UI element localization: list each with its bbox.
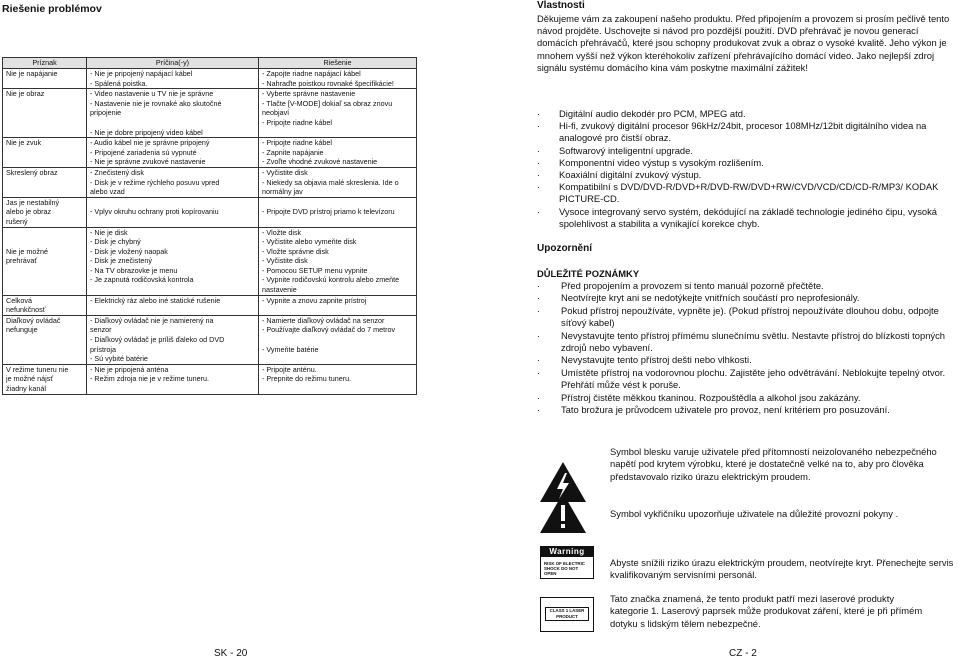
cause-line: - Disk je znečistený: [90, 256, 152, 266]
cause-line: - Diaľkový ovládač je príliš ďaleko od DVD: [90, 335, 225, 345]
symptom-line: Nie je napájanie: [6, 69, 58, 78]
laser-label-text: CLASS 1 LASER PRODUCT: [545, 607, 589, 621]
note-item: [537, 392, 952, 404]
table-row: [3, 227, 417, 295]
cause-line: - Nastavenie nie je rovnaké ako skutočné: [90, 98, 222, 108]
cause-cell: [87, 89, 259, 138]
warning-label-heading: Warning: [541, 547, 593, 557]
header-solution: Riešenie: [259, 58, 417, 69]
solution-cell: [259, 315, 417, 364]
bullet: ·: [537, 304, 541, 316]
solution-line: - Vyčistite disk: [262, 167, 308, 177]
cause-line: alebo vzad: [90, 187, 125, 197]
cause-line: - Spálená poistka.: [90, 78, 148, 88]
table-header-row: [3, 58, 417, 69]
symptom-line: prehrávať: [6, 256, 38, 266]
feature-item: [537, 157, 960, 169]
solution-line: - Pripojte anténu.: [262, 364, 317, 374]
symptom-line: je možné nájsť: [6, 374, 54, 384]
cause-line: - Nie je pripojený napájací kábel: [90, 69, 193, 78]
symptom-line: žiadny kanál: [6, 384, 46, 393]
symptom-line: nefunkčnosť: [6, 305, 46, 315]
cause-cell: [87, 315, 259, 364]
table-row: [3, 89, 417, 138]
feature-item: [537, 169, 960, 181]
note-item: [537, 367, 952, 392]
note-item: [537, 404, 952, 416]
symptom-cell: [3, 295, 87, 315]
feature-item-text: Koaxiální digitální zvukový výstup.: [559, 169, 702, 181]
note-item-text: Umístěte přístroj na vodorovnou plochu. Zajistěte jeho odvětrávání. Neblokujte tepelný otvor. Přehřátí může vést k poruše.: [561, 366, 946, 391]
table-row: [3, 295, 417, 315]
note-item-text: Přístroj čistěte měkkou tkaninou. Rozpouštědla a alkohol jsou zakázány.: [561, 391, 861, 403]
cause-line: - Video nastavenie u TV nie je správne: [90, 89, 214, 99]
cause-cell: [87, 69, 259, 89]
feature-item-text: Vysoce integrovaný servo systém, dekódující na základě technologie jediného čipu, vysoká spolehlivost a stabilita a vynikající korekce chyb.: [559, 205, 937, 229]
solution-cell: [259, 167, 417, 197]
symptom-cell: [3, 364, 87, 394]
cause-line: - Pripojené zariadenia sú vypnuté: [90, 147, 197, 157]
solution-line: - Vložte správne disk: [262, 246, 329, 256]
feature-item: [537, 108, 960, 120]
note-item-text: Nevystavujte tento přístroj dešti nebo vlhkosti.: [561, 354, 752, 366]
table-row: [3, 364, 417, 394]
cause-line: - Nie je disk: [90, 227, 128, 237]
solution-line: - Zvoľte vhodné zvukové nastavenie: [262, 157, 378, 167]
electric-shock-warning-label: [540, 546, 594, 579]
cause-cell: [87, 197, 259, 227]
troubleshooting-title: Riešenie problémov: [2, 3, 102, 15]
symptom-line: nefunguje: [6, 325, 38, 335]
warning-label-body: RISK OF ELECTRIC SHOCK DO NOT OPEN: [544, 561, 585, 576]
bullet: ·: [537, 292, 541, 304]
note-item-text: Před propojením a provozem si tento manuál pozorně přečtěte.: [561, 280, 824, 291]
bullet: ·: [537, 205, 541, 217]
bullet: ·: [537, 329, 541, 341]
solution-line: neobjaví: [262, 108, 290, 118]
laser-symbol-text: Tato značka znamená, že tento produkt patří mezi laserové produkty kategorie 1. Laserový paprsek může produkovat záření, které je při přímém dotyku s lidským tělem nebezpečné.: [610, 593, 923, 629]
feature-item: [537, 181, 960, 205]
note-item: [537, 305, 952, 330]
bullet: ·: [537, 169, 541, 181]
intro-text: Děkujeme vám za zakoupení našeho produktu. Před připojením a provozem si prosím pečlivě tento návod projděte. Uschovejte si návod pro pozdější použití. DVD přehrávač je novou generací domácích přehrávačů, které jsou schopny produkovat zvuk a obraz o vysoké kvalitě. Jeho výkon je mnohem vyšší než výkon kteréhokoliv zařízení přehrávajícího domácí video. Jako nejlepší zdroj signálu systému domácího kina vám poskytne maximální zážitek!: [537, 13, 950, 73]
note-item-text: Neotvírejte kryt ani se nedotýkejte vnitřních součástí pro neprofesionály.: [561, 292, 860, 304]
cause-line: - Elektrický ráz alebo iné statické rušenie: [90, 295, 221, 305]
solution-line: [262, 354, 413, 364]
warning-title: Upozornění: [537, 243, 592, 254]
cause-line: senzor: [90, 325, 112, 335]
cause-line: - Disk je vložený naopak: [90, 246, 168, 256]
notes-list: [537, 280, 952, 416]
solution-line: [262, 335, 413, 345]
bullet: ·: [537, 144, 541, 156]
feature-item-text: Softwarový inteligentní upgrade.: [559, 144, 693, 156]
symptom-line: Diaľkový ovládač: [6, 315, 61, 325]
solution-line: - Pripojte DVD prístroj priamo k televízoru: [262, 207, 395, 217]
solution-line: - Zapnite napájanie: [262, 147, 324, 157]
feature-item: [537, 120, 960, 144]
symptom-line: V režime tuneru nie: [6, 364, 69, 374]
table-row: [3, 315, 417, 364]
solution-line: - Vložte disk: [262, 227, 302, 237]
symptom-line: [6, 237, 83, 247]
solution-line: [262, 217, 413, 227]
solution-line: - Pomocou SETUP menu vypnite: [262, 265, 368, 275]
cause-cell: [87, 167, 259, 197]
note-item-text: Tato brožura je průvodcem uživatele pro provoz, není kritériem pro posuzování.: [561, 404, 890, 416]
cause-line: - Disk je v režime rýchleho posuvu vpred: [90, 177, 220, 187]
symptom-cell: [3, 167, 87, 197]
symptom-line: Jas je nestabilný: [6, 197, 60, 207]
header-cause: Príčina(-y): [87, 58, 259, 69]
solution-line: [262, 128, 413, 138]
bullet: ·: [537, 280, 541, 291]
solution-line: - Vyčistite alebo vymeňte disk: [262, 237, 357, 247]
note-item: [537, 280, 952, 292]
cause-line: - Disk je chybný: [90, 237, 141, 247]
solution-line: normálny jav: [262, 187, 303, 197]
solution-line: - Vypnite rodičovskú kontrolu alebo zmeňte: [262, 275, 400, 285]
troubleshooting-table: [2, 57, 417, 395]
solution-line: - Pripojte riadne kábel: [262, 117, 332, 127]
table-row: [3, 138, 417, 168]
symptom-line: [6, 228, 83, 238]
symptom-cell: [3, 197, 87, 227]
note-item: [537, 292, 952, 304]
solution-line: nastavenie: [262, 285, 297, 295]
solution-line: - Tlačte [V-MODE] dokiaľ sa obraz znovu: [262, 98, 393, 108]
feature-item: [537, 206, 960, 230]
feature-item-text: Kompatibilní s DVD/DVD-R/DVD+R/DVD-RW/DVD+RW/CVD/VCD/CD/CD-R/MP3/ KODAK PICTURE-CD.: [559, 181, 939, 205]
cause-cell: [87, 227, 259, 295]
laser-class-label: [540, 597, 594, 632]
symptom-line: Skreslený obraz: [6, 167, 58, 177]
solution-cell: [259, 197, 417, 227]
solution-cell: [259, 227, 417, 295]
symptom-cell: [3, 227, 87, 295]
note-item-text: Nevystavujte tento přístroj přímému slunečnímu světlu. Nestavte přístroj do blízkosti topných zdrojů nebo vybavení.: [561, 329, 946, 354]
solution-line: - Vypnite a znovu zapnite prístroj: [262, 295, 367, 305]
note-item: [537, 330, 952, 355]
feature-item: [537, 145, 960, 157]
cause-line: [90, 118, 255, 128]
notes-title: DŮLEŽITÉ POZNÁMKY: [537, 268, 640, 279]
solution-line: - Nahraďte poistkou rovnaké špecifikácie!: [262, 78, 394, 88]
cause-cell: [87, 138, 259, 168]
note-item: [537, 354, 952, 366]
cause-line: - Nie je dobre pripojený video kábel: [90, 127, 203, 137]
solution-line: [262, 198, 413, 208]
cause-cell: [87, 364, 259, 394]
intro-paragraph: [537, 13, 957, 74]
cause-line: - Nie je pripojená anténa: [90, 364, 169, 374]
cause-line: [90, 217, 255, 227]
symptom-cell: [3, 138, 87, 168]
solution-line: - Vyberte správne nastavenie: [262, 89, 356, 99]
bullet: ·: [537, 404, 541, 416]
symptom-cell: [3, 69, 87, 89]
solution-line: - Vyčistite disk: [262, 256, 308, 266]
feature-item-text: Komponentní video výstup s vysokým rozlišením.: [559, 156, 764, 168]
note-item-text: Pokud přístroj nepoužíváte, vypněte je). (Pokud přístroj nepoužíváte dlouhou dobu, odpojte síťový kabel): [561, 304, 939, 329]
cause-line: - Sú vybité batérie: [90, 354, 148, 364]
symptom-line: Nie je možné: [6, 246, 48, 256]
solution-cell: [259, 364, 417, 394]
solution-cell: [259, 138, 417, 168]
cause-line: - Vplyv okruhu ochrany proti kopírovaniu: [90, 207, 219, 217]
cause-line: - Audio kábel nie je správne pripojený: [90, 138, 210, 148]
solution-cell: [259, 69, 417, 89]
lightning-symbol-text: Symbol blesku varuje uživatele před přítomností neizolovaného nebezpečného napětí pod krytem výrobku, které je dostatečně velké na to, aby pro člověka představovalo riziko úrazu elektrickým proudem.: [610, 446, 937, 482]
right-page-number: CZ - 2: [729, 648, 757, 659]
solution-line: - Pripojte riadne kábel: [262, 138, 332, 148]
cause-line: - Diaľkový ovládač nie je namierený na: [90, 315, 214, 325]
symptom-line: [6, 275, 83, 285]
features-title: Vlastnosti: [537, 0, 585, 11]
bullet: ·: [537, 181, 541, 193]
table-row: [3, 197, 417, 227]
cause-line: prístroja: [90, 344, 116, 354]
symptom-line: alebo je obraz: [6, 207, 52, 217]
symptom-line: Celková: [6, 295, 32, 305]
table-row: [3, 69, 417, 89]
bullet: ·: [537, 120, 541, 132]
cause-line: - Na TV obrazovke je menu: [90, 265, 178, 275]
solution-line: - Používajte diaľkový ovládač do 7 metrov: [262, 325, 396, 335]
cause-line: - Znečistený disk: [90, 167, 144, 177]
cause-line: - Nie je správne zvukové nastavenie: [90, 157, 206, 167]
exclamation-symbol-text: Symbol vykřičníku upozorňuje uživatele na důležité provozní pokyny .: [610, 508, 899, 519]
cause-line: [90, 198, 255, 208]
solution-line: - Vymeňte batérie: [262, 344, 319, 354]
solution-line: - Namierte diaľkový ovládač na senzor: [262, 315, 385, 325]
symptom-line: Nie je obraz: [6, 89, 45, 99]
solution-line: - Zapojte riadne napájací kábel: [262, 69, 361, 78]
bullet: ·: [537, 156, 541, 168]
bullet: ·: [537, 391, 541, 403]
header-symptom: Príznak: [3, 58, 87, 69]
solution-line: - Niekedy sa objavia malé skreslenia. Ide o: [262, 177, 399, 187]
symptom-cell: [3, 89, 87, 138]
features-list: [537, 108, 960, 230]
right-page: [480, 0, 960, 660]
bullet: ·: [537, 354, 541, 366]
solution-cell: [259, 89, 417, 138]
solution-line: - Prepnite do režimu tuneru.: [262, 374, 352, 384]
solution-cell: [259, 295, 417, 315]
cause-cell: [87, 295, 259, 315]
feature-item-text: Digitální audio dekodér pro PCM, MPEG atd.: [559, 108, 746, 119]
left-page-number: SK - 20: [214, 648, 248, 659]
symptom-line: rušený: [6, 216, 28, 226]
bullet: ·: [537, 108, 541, 119]
symptom-cell: [3, 315, 87, 364]
warning-label-text: Abyste snížili riziko úrazu elektrickým proudem, neotvírejte kryt. Přenechejte servis kvalifikovaným servisními personál.: [610, 557, 954, 581]
feature-item-text: Hi-fi, zvukový digitální procesor 96kHz/24bit, procesor 108MHz/12bit digitálního videa na analogové pro čistší obraz.: [559, 120, 927, 144]
exclamation-warning-icon: [538, 491, 588, 535]
symptom-line: [6, 266, 83, 276]
bullet: ·: [537, 366, 541, 378]
symptom-line: Nie je zvuk: [6, 138, 42, 148]
table-row: [3, 167, 417, 197]
cause-line: - Režim zdroja nie je v režime tuneru.: [90, 374, 210, 384]
cause-line: pripojenie: [90, 108, 122, 118]
cause-line: - Je zapnutá rodičovská kontrola: [90, 275, 194, 285]
